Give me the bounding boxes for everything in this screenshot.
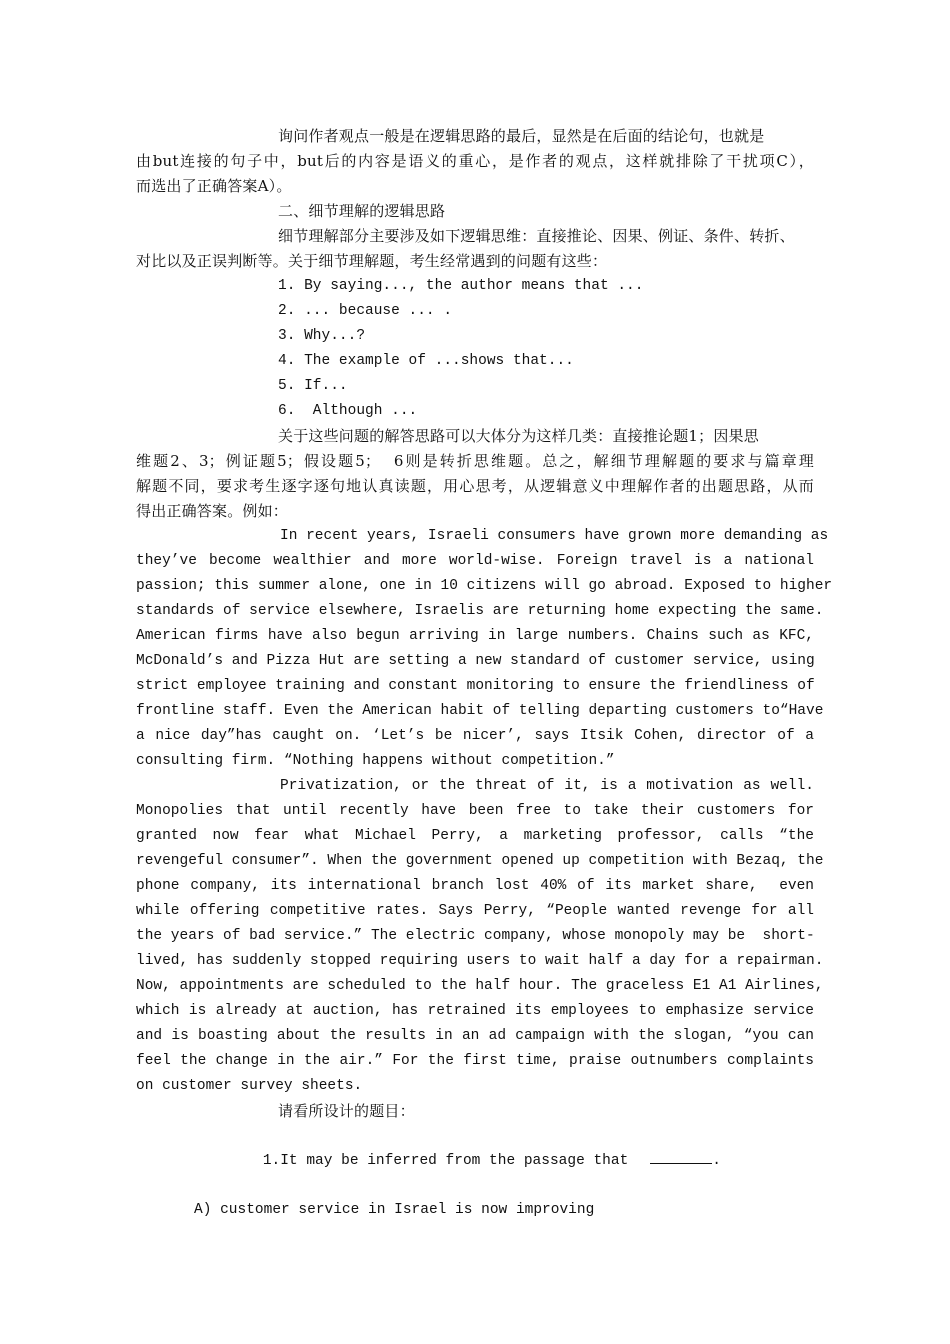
question-type-item: 5. If... xyxy=(278,378,348,394)
passage-p1-line: consulting firm. “Nothing happens without competition.” xyxy=(136,753,615,769)
passage-p2-line: feel the change in the air.” For the first time, praise outnumbers complaints xyxy=(136,1053,814,1069)
answer-blank xyxy=(650,1149,712,1164)
passage-p1-line: In recent years, Israeli consumers have grown more demanding as xyxy=(280,528,829,544)
passage-p1-line: American firms have also begun arriving in large numbers. Chains such as KFC, xyxy=(136,628,814,644)
question-1-stem: 1.It may be inferred from the passage that xyxy=(262,1153,629,1169)
passage-p2-line: revengeful consumer”. When the government opened up competition with Bezaq, the xyxy=(136,853,824,869)
passage-p2-line: Now, appointments are scheduled to the half hour. The graceless E1 A1 Airlines, xyxy=(136,978,824,994)
passage-p1-line: McDonald’s and Pizza Hut are setting a new standard of customer service, using xyxy=(136,653,815,669)
passage-p1-line: they’ve become wealthier and more world-wise. Foreign travel is a national xyxy=(136,553,814,569)
passage-p2-line: while offering competitive rates. Says Perry, “People wanted revenge for all xyxy=(136,903,814,919)
option-a: A) customer service in Israel is now improving xyxy=(194,1202,595,1218)
question-type-item: 4. The example of ...shows that... xyxy=(278,353,574,369)
passage-p2-line: which is already at auction, has retrained its employees to emphasize service xyxy=(136,1003,814,1019)
detail-intro-line-1: 细节理解部分主要涉及如下逻辑思维：直接推论、因果、例证、条件、转折、 xyxy=(278,227,795,245)
intro-line-1: 询问作者观点一般是在逻辑思路的最后，显然是在后面的结论句，也就是 xyxy=(278,127,765,145)
analysis-line-3: 解题不同，要求考生逐字逐句地认真读题，用心思考，从逻辑意义中理解作者的出题思路，从而 xyxy=(136,477,814,495)
passage-p1-line: a nice day”has caught on. ‘Let’s be nicer’, says Itsik Cohen, director of a xyxy=(136,728,814,744)
question-type-item: 6. Although ... xyxy=(278,403,418,419)
analysis-line-4: 得出正确答案。例如： xyxy=(136,502,289,520)
passage-p2-line: Privatization, or the threat of it, is a motivation as well. xyxy=(280,778,814,794)
passage-p2-line: granted now fear what Michael Perry, a marketing professor, calls “the xyxy=(136,828,814,844)
question-1-period: . xyxy=(712,1153,721,1169)
passage-p2-line: phone company, its international branch lost 40% of its market share, even xyxy=(136,878,814,894)
detail-intro-line-2: 对比以及正误判断等。关于细节理解题，考生经常遇到的问题有这些： xyxy=(136,252,608,270)
passage-p1-line: passion; this summer alone, one in 10 citizens will go abroad. Exposed to higher xyxy=(136,578,833,594)
question-type-item: 1. By saying..., the author means that ... xyxy=(278,278,644,294)
intro-line-2: 由but连接的句子中，but后的内容是语义的重心，是作者的观点，这样就排除了干扰项C）， xyxy=(136,152,814,170)
question-type-item: 2. ... because ... . xyxy=(278,303,453,319)
question-type-item: 3. Why...? xyxy=(278,328,366,344)
passage-p2-line: the years of bad service.” The electric company, whose monopoly may be short- xyxy=(136,928,815,944)
passage-p1-line: standards of service elsewhere, Israelis are returning home expecting the same. xyxy=(136,603,824,619)
passage-p1-line: strict employee training and constant monitoring to ensure the friendliness of xyxy=(136,678,815,694)
analysis-line-2: 维题2、3；例证题5；假设题5； 6则是转折思维题。总之，解细节理解题的要求与篇章理 xyxy=(136,452,814,470)
passage-p2-line: lived, has suddenly stopped requiring users to wait half a day for a repairman. xyxy=(136,953,824,969)
passage-p2-line: and is boasting about the results in an ad campaign with the slogan, “you can xyxy=(136,1028,814,1044)
question-1 xyxy=(228,1124,721,1169)
intro-line-3: 而选出了正确答案A）。 xyxy=(136,177,292,195)
passage-p2-line: Monopolies that until recently have been free to take their customers for xyxy=(136,803,814,819)
analysis-line-1: 关于这些问题的解答思路可以大体分为这样几类：直接推论题1；因果思 xyxy=(278,427,759,445)
passage-p2-line: on customer survey sheets. xyxy=(136,1078,363,1094)
passage-p1-line: frontline staff. Even the American habit of telling departing customers to“Have xyxy=(136,703,824,719)
questions-heading: 请看所设计的题目： xyxy=(278,1102,415,1120)
section-heading: 二、细节理解的逻辑思路 xyxy=(278,202,446,220)
